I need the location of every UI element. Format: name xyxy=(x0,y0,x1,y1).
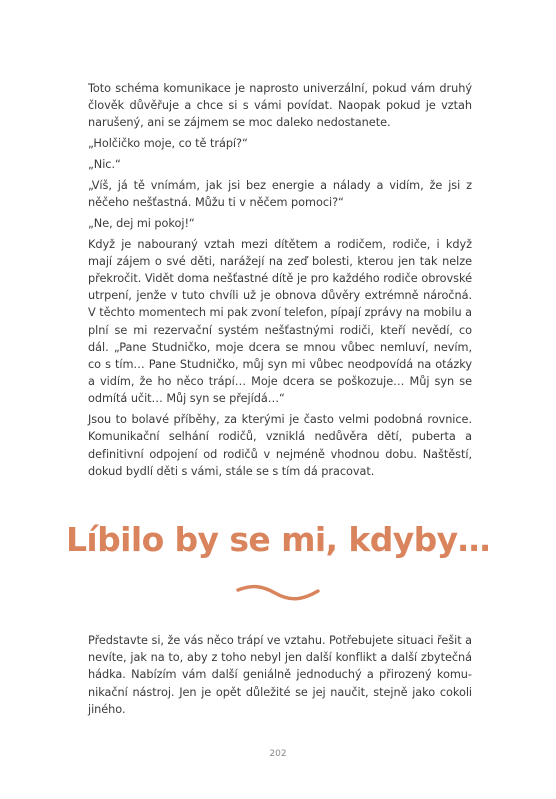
paragraph: Představte si, že vás něco trápí ve vztahu. Potřebujete situaci řešit a nevíte, jak na to, aby z toho nebyl jen další konflikt a další zbytečná hádka. Nabízím vám další geniálně jednoduchý a přirozený komunikační nástroj. Jen je opět důležité se jej naučit, stejně jako cokoli jiného. xyxy=(88,634,472,716)
upper-text-block xyxy=(88,80,472,484)
dialogue-line: „Ne, dej mi pokoj!“ xyxy=(88,216,195,230)
page-number: 202 xyxy=(269,749,287,759)
paragraph: Když je nabouraný vztah mezi dítětem a rodičem, rodiče, i když mají zájem o své děti, narážejí na zeď bolesti, kterou jen tak nelze překročit. Vidět doma nešťastné dítě je pro každého rodiče obrovské utrpení, jenže v tuto chvíli už je obnova důvěry extrémně náročná. V těchto momentech mi pak zvoní telefon, pípají zprávy na mobilu a plní se mi rezervační systém nešťastnými rodiči, kteří nevědí, co dál. „Pane Studničko, moje dcera se mnou vůbec nemluví, nevím, co s tím… Pane Studničko, můj syn mi vůbec neodpovídá na otázky a vidím, že ho něco trápí… Moje dcera se poškozuje… Můj syn se odmítá učit… Můj syn se přejídá…“ xyxy=(88,237,472,406)
section-heading: Líbilo by se mi, kdyby… xyxy=(65,520,490,559)
dialogue-line: „Víš, já tě vnímám, jak jsi bez energie a nálady a vidím, že jsi z něčeho nešťastná. Můžu ti v něčem pomoci?“ xyxy=(88,178,472,209)
decorative-swash xyxy=(235,583,321,603)
paragraph: Toto schéma komunikace je naprosto univerzální, pokud vám druhý člověk důvěřuje a chce si s vámi povídat. Naopak pokud je vztah narušený, ani se zájmem se moc daleko nedostanete. xyxy=(88,82,472,130)
lower-text-block xyxy=(88,632,472,722)
dialogue-line: „Nic.“ xyxy=(88,158,121,171)
paragraph: Jsou to bolavé příběhy, za kterými je často velmi podobná rovnice. Komunikační selhání rodičů, vzniklá nedůvěra dětí, puberta a definitivní odpojení od rodičů v nejméně vhodnou dobu. Naštěstí, dokud bydlí děti s vámi, stále se s tím dá pracovat. xyxy=(88,413,472,478)
dialogue-line: „Holčičko moje, co tě trápí?“ xyxy=(88,137,248,151)
